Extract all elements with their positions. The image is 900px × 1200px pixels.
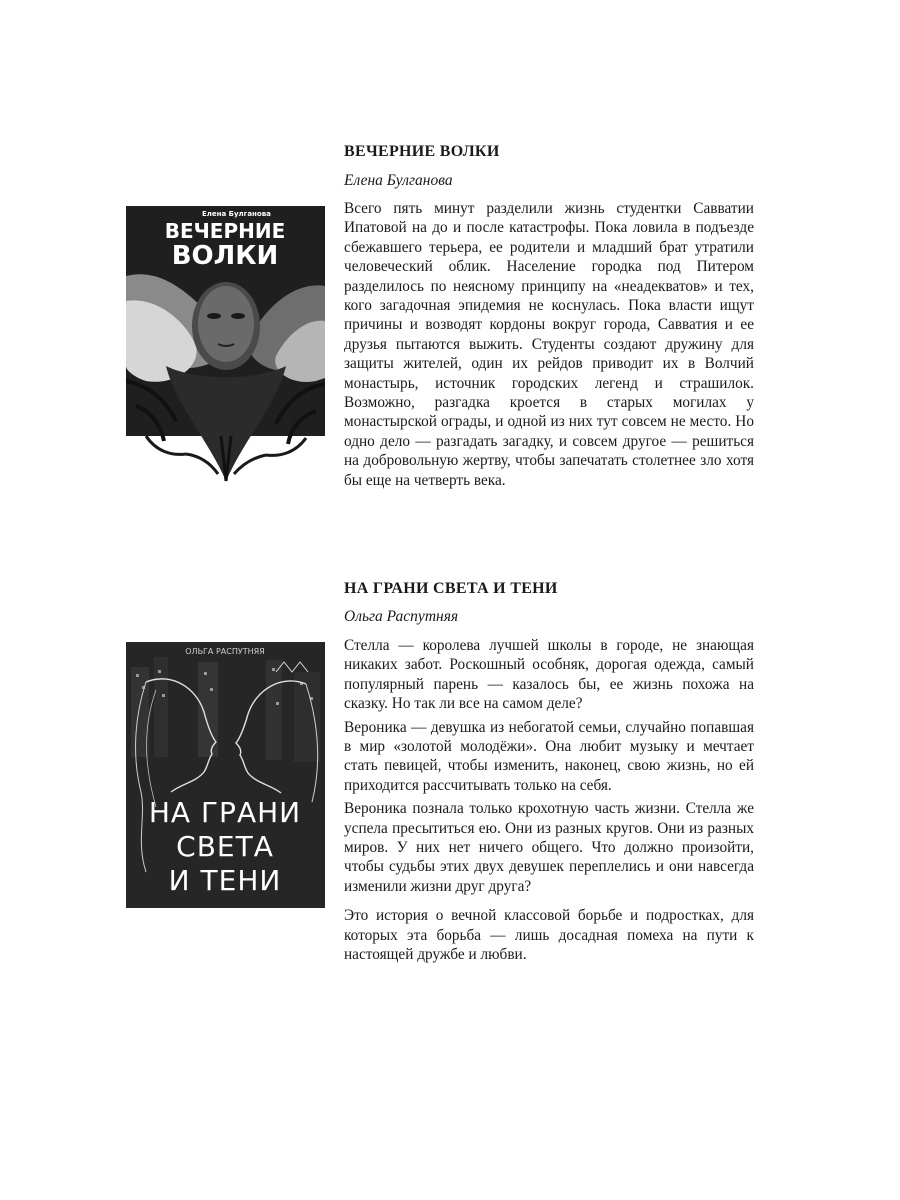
cover-title-line2: ВОЛКИ — [171, 241, 279, 271]
book-cover-art — [126, 206, 325, 489]
cover-title-line3: И ТЕНИ — [168, 864, 282, 897]
book-cover-art — [126, 642, 325, 908]
description-paragraph: Стелла — королева лучшей школы в городе, не знающая никаких забот. Роскошный особняк, дорогая одежда, самый популярный парень — казалось бы, ее жизнь похожа на сказку. Но так ли все на самом деле? — [344, 637, 754, 713]
cover-title-line2: СВЕТА — [176, 830, 274, 863]
cover-title-line1: ВЕЧЕРНИЕ — [164, 219, 286, 243]
description-paragraph: Всего пять минут разделили жизнь студентки Савватии Ипатовой на до и после катастрофы. Пока ловила в подъезде сбежавшего терьера, ее родители и младший брат утратили человеческий облик. Население городка под Питером разделилось по неясному принципу на «неадекватов» и тех, кого загадочная эпидемия не коснулась. Пока власти ищут причины и возводят кордоны вокруг города, Савватия и ее друзья пытаются выжить. Студенты создают дружину для защиты жителей, один их рейдов приводит их в Волчий монастырь, источник городских легенд и страшилок. Возможно, разгадка кроется в старых могилах у монастырской ограды, и одной из них тут совсем не место. Но одно дело — разгадать загадку, и совсем другое — решиться на добровольную жертву, чтобы запечатать столетнее зло хотя бы еще на четверть века. — [344, 200, 754, 489]
description-paragraph: Вероника — девушка из небогатой семьи, случайно попавшая в мир «золотой молодёжи». Она любит музыку и мечтает стать певицей, чтобы изменить, наконец, свою жизнь, но ей приходится рассчитывать только на себя. — [344, 718, 754, 794]
book-author: Елена Булганова — [344, 172, 453, 189]
description-paragraph: Вероника познала только крохотную часть жизни. Стелла же успела пресытиться ею. Они из разных кругов. Они из разных миров. У них нет ничего общего. Что должно произойти, чтобы судьбы этих двух девушек переплелись и они навсегда изменили жизни друг друга? — [344, 800, 754, 895]
book-author: Ольга Распутняя — [344, 608, 459, 625]
book-cover — [126, 206, 325, 489]
cover-author: ОЛЬГА РАСПУТНЯЯ — [185, 647, 265, 656]
description-paragraph: Это история о вечной классовой борьбе и подростках, для которых эта борьба — лишь досадная помеха на пути к настоящей дружбе и любви. — [344, 907, 754, 964]
cover-title-line1: НА ГРАНИ — [148, 796, 302, 829]
book-description — [344, 636, 754, 969]
book-cover — [126, 642, 325, 908]
book-title: ВЕЧЕРНИЕ ВОЛКИ — [344, 143, 500, 160]
book-title: НА ГРАНИ СВЕТА И ТЕНИ — [344, 580, 558, 597]
cover-author: Елена Булганова — [202, 210, 271, 218]
book-description — [344, 199, 754, 494]
